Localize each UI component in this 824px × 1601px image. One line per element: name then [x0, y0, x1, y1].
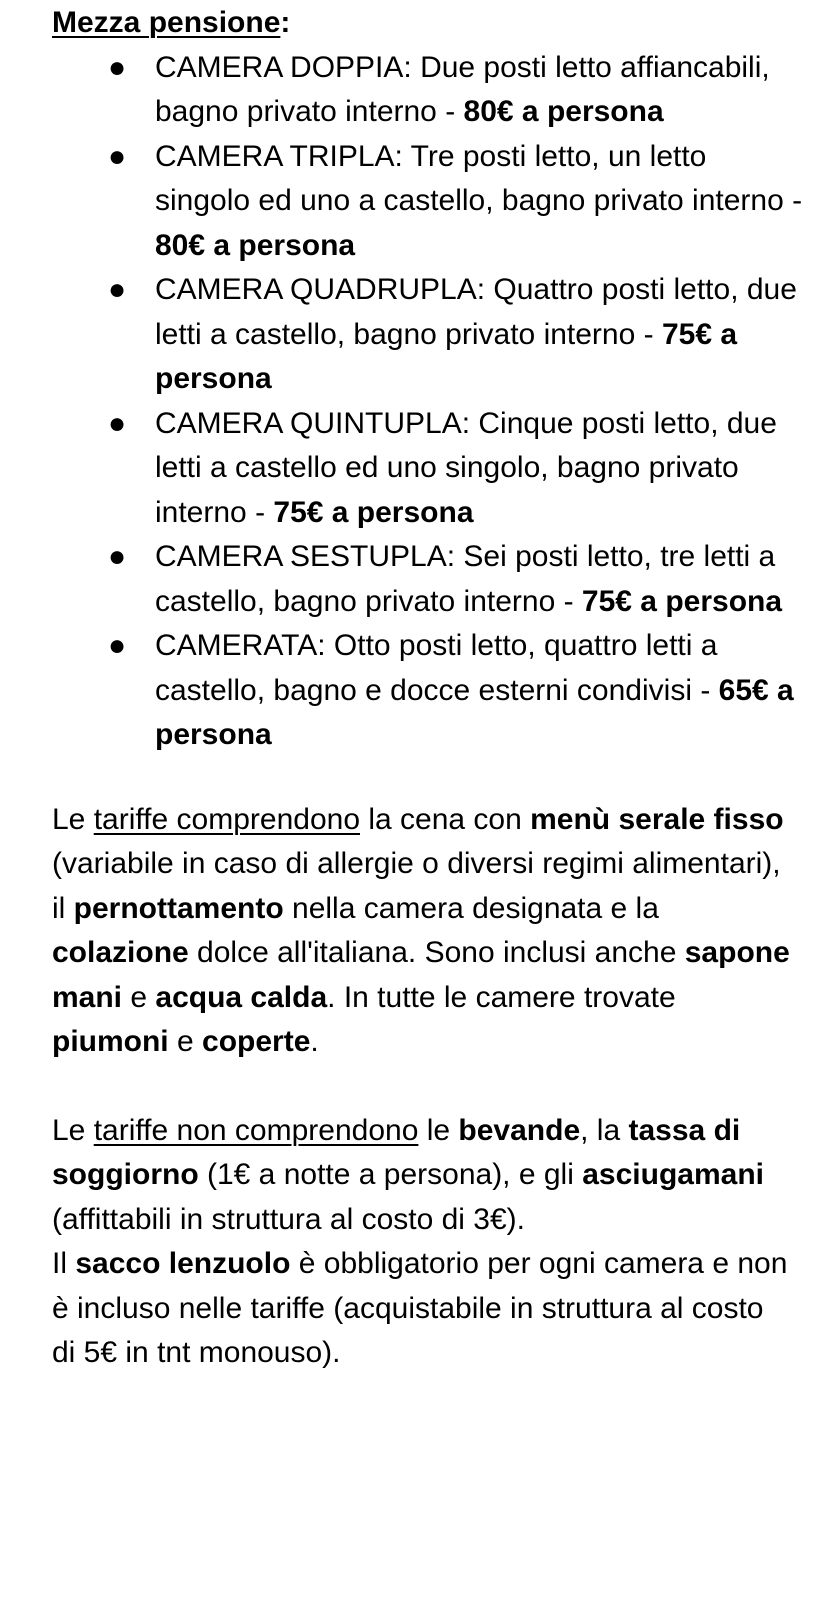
bullet-icon: ● — [108, 50, 127, 84]
room-price: 65€ a persona — [155, 673, 794, 751]
heading-colon: : — [280, 6, 291, 39]
bullet-icon: ● — [108, 139, 127, 173]
bold-phrase: acqua calda — [155, 980, 328, 1014]
text-run: la cena con — [360, 802, 531, 836]
room-description: CAMERA QUINTUPLA: Cinque posti letto, due letti a castello ed uno singolo, bagno privato interno - — [155, 406, 777, 529]
text-run: (1€ a notte a persona), e gli — [198, 1158, 583, 1191]
bold-phrase: coperte — [202, 1025, 311, 1058]
bold-phrase: bevande — [458, 1113, 581, 1147]
bullet-icon: ● — [108, 540, 127, 573]
room-description: CAMERA DOPPIA: Due posti letto affiancabili, bagno privato interno - — [155, 50, 770, 128]
room-price: 75€ a persona — [581, 584, 783, 618]
underlined-phrase: tariffe non comprendono — [93, 1113, 419, 1147]
room-description: CAMERA QUADRUPLA: Quattro posti letto, due letti a castello, bagno privato interno - — [155, 273, 797, 351]
text-run: e — [168, 1025, 203, 1058]
bullet-icon: ● — [108, 406, 127, 440]
included-paragraph — [52, 798, 790, 1065]
text-run: le — [418, 1113, 459, 1147]
room-list — [52, 46, 803, 758]
bold-phrase: pernottamento — [73, 891, 284, 925]
room-price: 75€ a persona — [155, 317, 738, 395]
section-heading — [52, 1, 790, 46]
room-price: 80€ a persona — [155, 228, 356, 262]
list-item-camera-tripla — [52, 135, 805, 269]
bold-phrase: sacco lenzuolo — [75, 1247, 291, 1280]
text-run: Le — [52, 802, 94, 836]
text-run: , la — [580, 1113, 629, 1147]
bullet-icon: ● — [108, 273, 127, 306]
excluded-paragraph — [52, 1109, 790, 1243]
text-run: . In tutte le camere trovate — [327, 980, 676, 1014]
room-price: 75€ a persona — [273, 495, 474, 529]
heading-title: Mezza pensione — [52, 6, 281, 39]
text-run: è obbligatorio per ogni camera e non è incluso nelle tariffe (acquistabile in struttura al costo di 5€ in tnt monouso). — [52, 1247, 788, 1369]
text-run: Le — [52, 1113, 94, 1147]
bold-phrase: menù serale fisso — [530, 802, 784, 836]
text-run: e — [122, 980, 156, 1014]
document-page — [0, 1, 824, 1601]
underlined-phrase: tariffe comprendono — [93, 802, 360, 836]
bold-phrase: asciugamani — [582, 1158, 764, 1191]
bold-phrase: piumoni — [52, 1025, 169, 1058]
sheet-paragraph — [52, 1242, 790, 1376]
text-run: (affittabili in struttura al costo di 3€). — [52, 1202, 525, 1236]
text-run: nella camera designata e la — [283, 891, 659, 925]
list-item-camera-sestupla — [52, 535, 805, 624]
bullet-icon: ● — [108, 629, 127, 662]
room-description: CAMERA TRIPLA: Tre posti letto, un letto singolo ed uno a castello, bagno privato interno - — [155, 139, 803, 217]
list-item-camera-quadrupla — [52, 268, 805, 402]
text-run: Il — [52, 1247, 76, 1280]
room-price: 80€ a persona — [463, 95, 664, 128]
list-item-camera-doppia — [52, 46, 805, 135]
list-item-camera-quintupla — [52, 402, 805, 536]
bold-phrase: colazione — [52, 936, 189, 969]
text-run: (variabile in caso di allergie o diversi regimi alimentari), il — [52, 847, 781, 925]
text-run: . — [310, 1025, 319, 1058]
room-description: CAMERATA: Otto posti letto, quattro letti a castello, bagno e docce esterni condivisi - — [155, 629, 719, 707]
text-run: dolce all'italiana. Sono inclusi anche — [188, 936, 685, 969]
bold-phrase: sapone mani — [52, 936, 790, 1014]
bold-phrase: tassa di soggiorno — [52, 1113, 741, 1191]
list-item-camerata — [52, 624, 805, 758]
room-description: CAMERA SESTUPLA: Sei posti letto, tre letti a castello, bagno privato interno - — [155, 540, 776, 618]
